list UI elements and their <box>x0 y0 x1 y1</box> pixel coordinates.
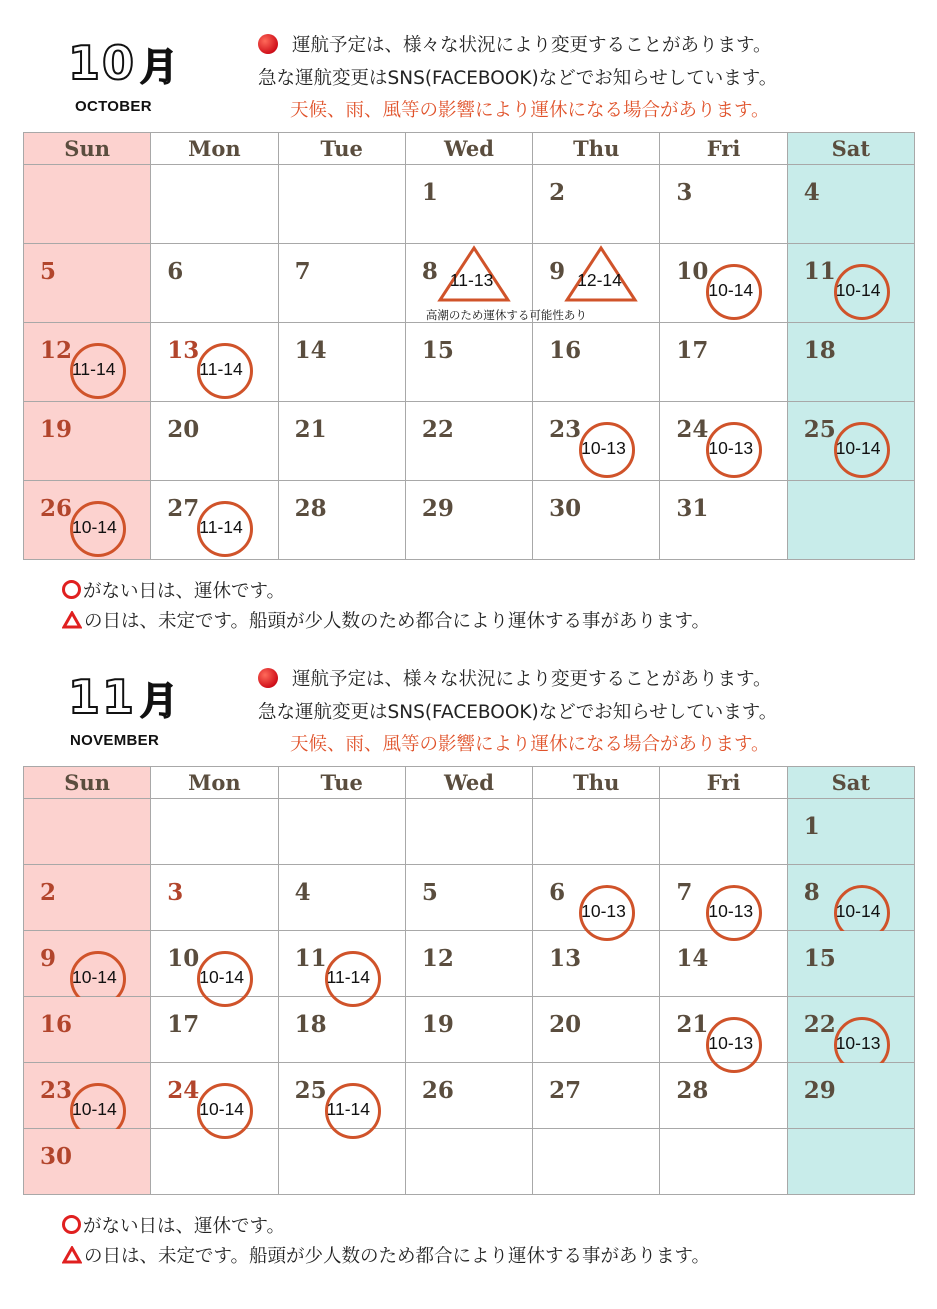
day-cell-10 <box>660 244 787 323</box>
october-calendar <box>23 132 915 560</box>
day-number: 3 <box>676 179 693 206</box>
operating-hours: 10-14 <box>199 1099 245 1119</box>
day-cell-1 <box>787 799 914 865</box>
day-number: 24 <box>167 1077 200 1104</box>
day-cell-16 <box>24 997 151 1063</box>
triangle-icon <box>62 1246 82 1269</box>
day-cell-5 <box>24 244 151 323</box>
high-tide-note: 高潮のため運休する可能性あり <box>425 308 587 322</box>
day-number: 26 <box>40 495 73 522</box>
operating-hours: 10-13 <box>708 438 754 458</box>
day-number: 23 <box>549 416 582 443</box>
day-cell-9 <box>24 931 151 997</box>
empty-cell <box>151 1129 278 1195</box>
red-dot-icon <box>258 34 278 54</box>
day-number: 12 <box>40 337 73 364</box>
november-notice-3: 天候、雨、風等の影響により運休になる場合があります。 <box>290 734 770 755</box>
weekday-header-mon: Mon <box>151 767 278 799</box>
red-dot-icon <box>258 668 278 688</box>
day-cell-2 <box>533 165 660 244</box>
empty-cell <box>660 1129 787 1195</box>
empty-cell <box>787 1129 914 1195</box>
day-number: 9 <box>40 945 57 972</box>
november-notice-1: 運航予定は、様々な状況により変更することがあります。 <box>258 665 772 691</box>
day-number: 14 <box>294 337 327 364</box>
operating-hours: 11-14 <box>326 1099 371 1119</box>
october-notice-1: 運航予定は、様々な状況により変更することがあります。 <box>258 31 772 57</box>
day-cell-11 <box>278 931 405 997</box>
day-cell-4 <box>787 165 914 244</box>
day-number: 22 <box>803 1011 836 1038</box>
empty-cell <box>787 481 914 560</box>
day-cell-28 <box>278 481 405 560</box>
day-cell-14 <box>660 931 787 997</box>
day-number: 21 <box>294 416 327 443</box>
day-cell-2 <box>24 865 151 931</box>
empty-cell <box>533 1129 660 1195</box>
circle-icon <box>62 1215 81 1234</box>
day-number: 30 <box>549 495 582 522</box>
day-number: 18 <box>294 1011 327 1038</box>
day-number: 15 <box>803 945 836 972</box>
operating-hours: 10-14 <box>72 967 117 987</box>
weekday-header-sat: Sat <box>787 133 914 165</box>
day-number: 10 <box>167 945 200 972</box>
november-calendar <box>23 766 915 1195</box>
day-cell-26 <box>405 1063 532 1129</box>
empty-cell <box>151 799 278 865</box>
day-number: 11 <box>803 258 836 285</box>
day-number: 5 <box>40 258 57 285</box>
day-number: 19 <box>40 416 73 443</box>
day-number: 4 <box>294 879 311 906</box>
november-notice-2: 急な運航変更はSNS(FACEBOOK)などでお知らせしています。 <box>258 702 778 723</box>
day-cell-8 <box>405 244 587 323</box>
day-number: 8 <box>421 258 438 285</box>
day-cell-15 <box>787 931 914 997</box>
day-number: 14 <box>676 945 709 972</box>
day-number: 24 <box>676 416 709 443</box>
day-number: 1 <box>803 813 820 840</box>
empty-cell <box>278 165 405 244</box>
operating-hours: 11-14 <box>199 517 243 537</box>
day-cell-11 <box>787 244 914 323</box>
day-number: 31 <box>676 495 709 522</box>
day-cell-7 <box>278 244 405 323</box>
day-cell-6 <box>533 865 660 931</box>
day-number: 6 <box>167 258 184 285</box>
day-cell-16 <box>533 323 660 402</box>
day-cell-17 <box>660 323 787 402</box>
day-number: 8 <box>803 879 820 906</box>
operating-hours: 10-13 <box>835 1033 881 1053</box>
operating-hours: 10-13 <box>581 901 626 921</box>
day-number: 28 <box>294 495 327 522</box>
day-cell-27 <box>533 1063 660 1129</box>
empty-cell <box>660 799 787 865</box>
day-cell-24 <box>660 402 787 481</box>
day-cell-12 <box>24 323 151 402</box>
day-cell-12 <box>405 931 532 997</box>
weekday-header-fri: Fri <box>660 767 787 799</box>
october-legend-triangle: の日は、未定です。船頭が少人数のため都合により運休する事があります。 <box>62 607 710 634</box>
day-cell-18 <box>278 997 405 1063</box>
operating-hours: 10-13 <box>581 438 626 458</box>
weekday-header-fri: Fri <box>660 133 787 165</box>
day-cell-5 <box>405 865 532 931</box>
day-cell-29 <box>787 1063 914 1129</box>
day-cell-28 <box>660 1063 787 1129</box>
october-month-number: 10 <box>68 36 137 90</box>
day-number: 29 <box>803 1077 836 1104</box>
operating-hours: 10-14 <box>72 1099 117 1119</box>
day-number: 1 <box>421 179 438 206</box>
day-number: 16 <box>549 337 582 364</box>
day-number: 17 <box>167 1011 200 1038</box>
day-cell-26 <box>24 481 151 560</box>
day-cell-30 <box>533 481 660 560</box>
day-cell-8 <box>787 865 914 931</box>
day-cell-19 <box>24 402 151 481</box>
day-number: 25 <box>294 1077 327 1104</box>
day-number: 15 <box>421 337 454 364</box>
day-cell-1 <box>405 165 532 244</box>
day-cell-24 <box>151 1063 278 1129</box>
operating-hours: 10-14 <box>199 967 245 987</box>
day-number: 27 <box>549 1077 582 1104</box>
operating-hours: 11-13 <box>449 270 494 290</box>
weekday-header-mon: Mon <box>151 133 278 165</box>
day-number: 22 <box>421 416 454 443</box>
weekday-header-sat: Sat <box>787 767 914 799</box>
day-number: 25 <box>803 416 836 443</box>
triangle-icon <box>62 611 82 634</box>
day-number: 2 <box>549 179 566 206</box>
day-cell-21 <box>278 402 405 481</box>
weekday-header-tue: Tue <box>278 133 405 165</box>
november-month-number: 11 <box>68 670 137 724</box>
day-cell-27 <box>151 481 278 560</box>
day-cell-3 <box>660 165 787 244</box>
day-cell-18 <box>787 323 914 402</box>
day-number: 26 <box>421 1077 454 1104</box>
day-number: 7 <box>676 879 693 906</box>
october-notice-2: 急な運航変更はSNS(FACEBOOK)などでお知らせしています。 <box>258 68 778 89</box>
weekday-header-thu: Thu <box>533 767 660 799</box>
weekday-header-thu: Thu <box>533 133 660 165</box>
empty-cell <box>405 1129 532 1195</box>
day-number: 17 <box>676 337 709 364</box>
day-cell-17 <box>151 997 278 1063</box>
empty-cell <box>533 799 660 865</box>
november-month-english: NOVEMBER <box>70 732 160 749</box>
weekday-header-sun: Sun <box>24 767 151 799</box>
november-month-kanji: 月 <box>140 679 179 723</box>
day-number: 21 <box>676 1011 709 1038</box>
day-number: 7 <box>294 258 311 285</box>
empty-cell <box>278 799 405 865</box>
october-legend-circle: がない日は、運休です。 <box>62 577 285 603</box>
october-month-kanji: 月 <box>140 45 179 89</box>
day-cell-20 <box>533 997 660 1063</box>
day-number: 18 <box>803 337 836 364</box>
day-number: 20 <box>167 416 200 443</box>
operating-hours: 10-14 <box>72 517 117 537</box>
operating-hours: 10-14 <box>835 901 881 921</box>
day-number: 11 <box>294 945 327 972</box>
operating-hours: 10-14 <box>835 280 881 300</box>
day-number: 3 <box>167 879 184 906</box>
day-number: 29 <box>421 495 454 522</box>
weekday-header-tue: Tue <box>278 767 405 799</box>
day-number: 20 <box>549 1011 582 1038</box>
day-number: 12 <box>421 945 454 972</box>
day-cell-23 <box>533 402 660 481</box>
day-cell-9 <box>533 244 660 323</box>
day-number: 13 <box>167 337 200 364</box>
operating-hours: 11-14 <box>199 359 243 379</box>
day-number: 19 <box>421 1011 454 1038</box>
day-number: 28 <box>676 1077 709 1104</box>
day-cell-15 <box>405 323 532 402</box>
day-cell-6 <box>151 244 278 323</box>
day-cell-10 <box>151 931 278 997</box>
november-legend-triangle: の日は、未定です。船頭が少人数のため都合により運休する事があります。 <box>62 1242 710 1269</box>
october-notice-3: 天候、雨、風等の影響により運休になる場合があります。 <box>290 100 770 121</box>
day-cell-4 <box>278 865 405 931</box>
october-month-english: OCTOBER <box>75 98 152 115</box>
operating-hours: 10-14 <box>708 280 754 300</box>
day-cell-13 <box>151 323 278 402</box>
day-number: 27 <box>167 495 200 522</box>
day-number: 23 <box>40 1077 73 1104</box>
day-cell-22 <box>787 997 914 1063</box>
operating-hours: 12-14 <box>577 270 622 290</box>
empty-cell <box>24 165 151 244</box>
circle-icon <box>62 580 81 599</box>
day-cell-14 <box>278 323 405 402</box>
day-number: 5 <box>421 879 438 906</box>
operating-hours: 10-13 <box>708 1033 754 1053</box>
weekday-header-wed: Wed <box>405 767 532 799</box>
day-cell-25 <box>787 402 914 481</box>
day-cell-20 <box>151 402 278 481</box>
day-number: 9 <box>549 258 566 285</box>
day-cell-13 <box>533 931 660 997</box>
day-cell-25 <box>278 1063 405 1129</box>
day-cell-22 <box>405 402 532 481</box>
november-legend-circle: がない日は、運休です。 <box>62 1212 285 1238</box>
day-number: 30 <box>40 1143 73 1170</box>
day-number: 6 <box>549 879 566 906</box>
day-cell-23 <box>24 1063 151 1129</box>
operating-hours: 10-14 <box>835 438 881 458</box>
operating-hours: 11-14 <box>326 967 371 987</box>
day-cell-29 <box>405 481 532 560</box>
day-number: 4 <box>803 179 820 206</box>
day-cell-19 <box>405 997 532 1063</box>
empty-cell <box>24 799 151 865</box>
empty-cell <box>151 165 278 244</box>
day-cell-3 <box>151 865 278 931</box>
day-number: 10 <box>676 258 709 285</box>
day-cell-31 <box>660 481 787 560</box>
day-cell-30 <box>24 1129 151 1195</box>
weekday-header-wed: Wed <box>405 133 532 165</box>
weekday-header-sun: Sun <box>24 133 151 165</box>
operating-hours: 11-14 <box>72 359 116 379</box>
day-number: 13 <box>549 945 582 972</box>
operating-hours: 10-13 <box>708 901 754 921</box>
day-number: 16 <box>40 1011 73 1038</box>
empty-cell <box>278 1129 405 1195</box>
empty-cell <box>405 799 532 865</box>
day-cell-7 <box>660 865 787 931</box>
day-number: 2 <box>40 879 57 906</box>
day-cell-21 <box>660 997 787 1063</box>
